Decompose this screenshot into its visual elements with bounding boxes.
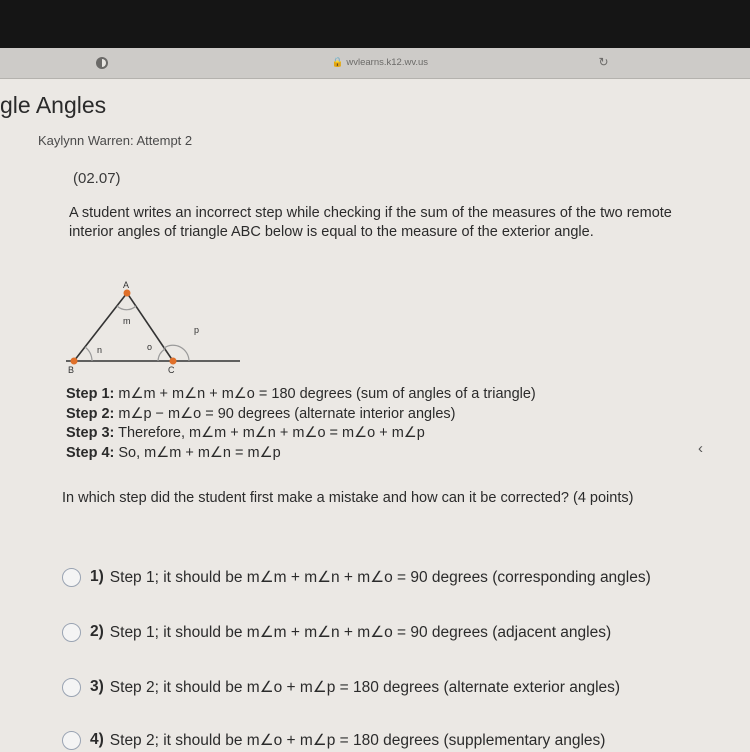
radio-button[interactable] (62, 568, 81, 587)
radio-button[interactable] (62, 678, 81, 697)
option-text: Step 2; it should be m∠o + m∠p = 180 degrees (alternate exterior angles) (109, 678, 621, 696)
step-row (66, 424, 536, 444)
angle-n-arc (85, 347, 92, 361)
angle-m-arc (117, 306, 136, 310)
radio-button[interactable] (62, 623, 81, 642)
option-number: 3) (90, 678, 104, 695)
option-text: Step 1; it should be m∠m + m∠n + m∠o = 90 degrees (corresponding angles) (109, 568, 651, 586)
answer-option-1[interactable] (62, 565, 651, 589)
option-text: Step 2; it should be m∠o + m∠p = 180 degrees (supplementary angles) (109, 731, 606, 749)
question-code: (02.07) (73, 170, 121, 187)
option-number: 2) (90, 623, 104, 640)
step-text: So, m∠m + m∠n = m∠p (114, 444, 281, 461)
student-attempt: Kaylynn Warren: Attempt 2 (38, 133, 193, 148)
label-a: A (123, 280, 130, 290)
step-label: Step 1: (66, 386, 115, 402)
radio-button[interactable] (62, 731, 81, 750)
label-b: B (68, 365, 75, 374)
page-title: gle Angles (0, 92, 107, 118)
label-p: p (194, 325, 200, 335)
label-n: n (97, 345, 103, 355)
vertex-b-dot (71, 358, 78, 365)
step-label: Step 3: (66, 425, 115, 441)
option-number: 4) (90, 731, 104, 748)
vertex-a-dot (124, 290, 131, 297)
browser-bar (0, 48, 750, 79)
step-row (66, 385, 536, 405)
solution-steps (66, 385, 536, 463)
device-top-bezel (0, 0, 750, 48)
triangle-diagram (62, 276, 252, 374)
option-number: 1) (90, 568, 104, 585)
step-label: Step 4: (66, 444, 115, 461)
answer-option-3[interactable] (62, 675, 620, 699)
step-text: Therefore, m∠m + m∠n + m∠o = m∠o + m∠p (114, 425, 425, 441)
label-m: m (123, 316, 131, 326)
step-row (66, 444, 536, 464)
step-text: m∠m + m∠n + m∠o = 180 degrees (sum of angles of a triangle) (114, 386, 536, 402)
angle-o-arc (158, 349, 165, 361)
option-text: Step 1; it should be m∠m + m∠n + m∠o = 90 degrees (adjacent angles) (109, 623, 612, 641)
question-ask: In which step did the student first make a mistake and how can it be corrected? (4 points) (62, 490, 634, 506)
shield-icon[interactable] (96, 57, 108, 69)
vertex-c-dot (170, 358, 177, 365)
answer-option-2[interactable] (62, 620, 611, 644)
answer-option-4[interactable] (62, 728, 605, 752)
question-prompt: A student writes an incorrect step while checking if the sum of the measures of the two remote interior angles of triangle ABC below is equal to the measure of the exterior angle. (69, 205, 672, 240)
mouse-cursor-icon: ‹ (698, 440, 703, 457)
address-bar[interactable]: 🔒 wvlearns.k12.wv.us (331, 57, 429, 68)
label-o: o (147, 342, 153, 352)
label-c: C (168, 365, 175, 374)
step-row (66, 405, 536, 425)
url-text: wvlearns.k12.wv.us (346, 57, 429, 68)
step-label: Step 2: (66, 405, 115, 422)
step-text: m∠p − m∠o = 90 degrees (alternate interior angles) (114, 405, 456, 422)
reload-icon[interactable]: ↻ (598, 55, 609, 69)
